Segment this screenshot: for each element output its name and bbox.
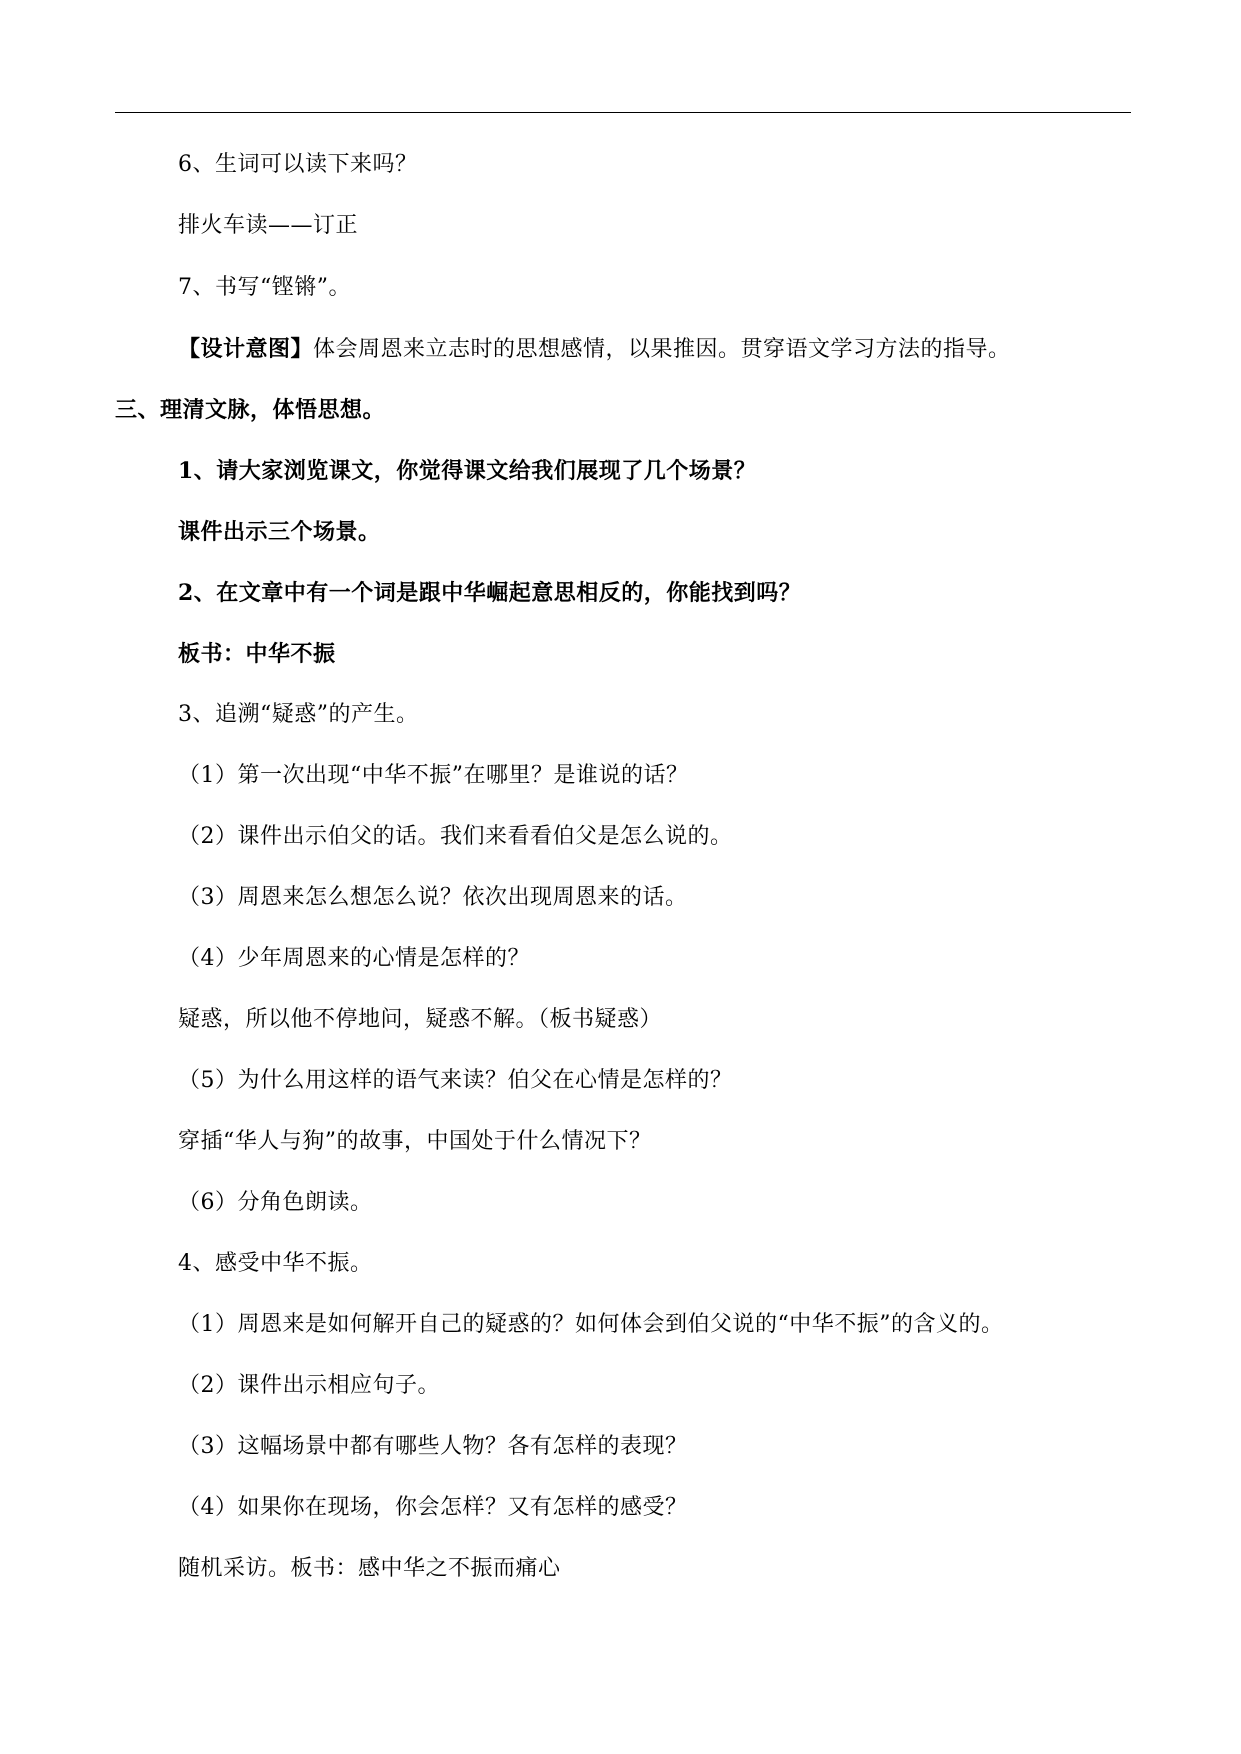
paragraph-3-sub-1: （1）第一次出现“中华不振”在哪里？是谁说的话？	[178, 763, 689, 788]
paragraph-3-sub-2: （2）课件出示伯父的话。我们来看看伯父是怎么说的。	[178, 824, 733, 849]
header-rule	[115, 112, 1131, 113]
paragraph-train-reading: 排火车读——订正	[178, 213, 359, 238]
paragraph-3-sub-4: （4）少年周恩来的心情是怎样的？	[178, 946, 530, 971]
paragraph-item-4: 4、感受中华不振。	[178, 1251, 373, 1276]
paragraph-courseware-scenes: 课件出示三个场景。	[178, 519, 381, 545]
design-intent-label: 【设计意图】	[178, 336, 314, 362]
paragraph-item-6: 6、生词可以读下来吗？	[178, 152, 418, 177]
paragraph-item-3: 3、追溯“疑惑”的产生。	[178, 702, 419, 727]
paragraph-3-sub-5: （5）为什么用这样的语气来读？伯父在心情是怎样的？	[178, 1068, 733, 1093]
paragraph-3-sub-6: （6）分角色朗读。	[178, 1190, 373, 1215]
paragraph-story-insert: 穿插“华人与狗”的故事，中国处于什么情况下？	[178, 1129, 652, 1154]
paragraph-interview-note: 随机采访。板书：感中华之不振而痛心	[178, 1556, 561, 1581]
paragraph-board-note-1: 板书：中华不振	[178, 641, 336, 667]
paragraph-question-2: 2、在文章中有一个词是跟中华崛起意思相反的，你能找到吗？	[178, 580, 802, 606]
paragraph-3-sub-3: （3）周恩来怎么想怎么说？依次出现周恩来的话。	[178, 885, 688, 910]
paragraph-doubt-note: 疑惑，所以他不停地问，疑惑不解。（板书疑惑）	[178, 1007, 663, 1032]
paragraph-question-1: 1、请大家浏览课文，你觉得课文给我们展现了几个场景？	[178, 458, 757, 484]
paragraph-4-sub-3: （3）这幅场景中都有哪些人物？各有怎样的表现？	[178, 1434, 688, 1459]
paragraph-item-7: 7、书写“铿锵”。	[178, 275, 351, 300]
paragraph-4-sub-1: （1）周恩来是如何解开自己的疑惑的？如何体会到伯父说的“中华不振”的含义的。	[178, 1312, 1004, 1337]
paragraph-4-sub-4: （4）如果你在现场，你会怎样？又有怎样的感受？	[178, 1495, 688, 1520]
paragraph-4-sub-2: （2）课件出示相应句子。	[178, 1373, 440, 1398]
paragraph-design-intent	[178, 334, 1011, 364]
design-intent-text: 体会周恩来立志时的思想感情，以果推因。贯穿语文学习方法的指导。	[313, 337, 1011, 362]
section-heading-3: 三、理清文脉，体悟思想。	[115, 397, 386, 423]
